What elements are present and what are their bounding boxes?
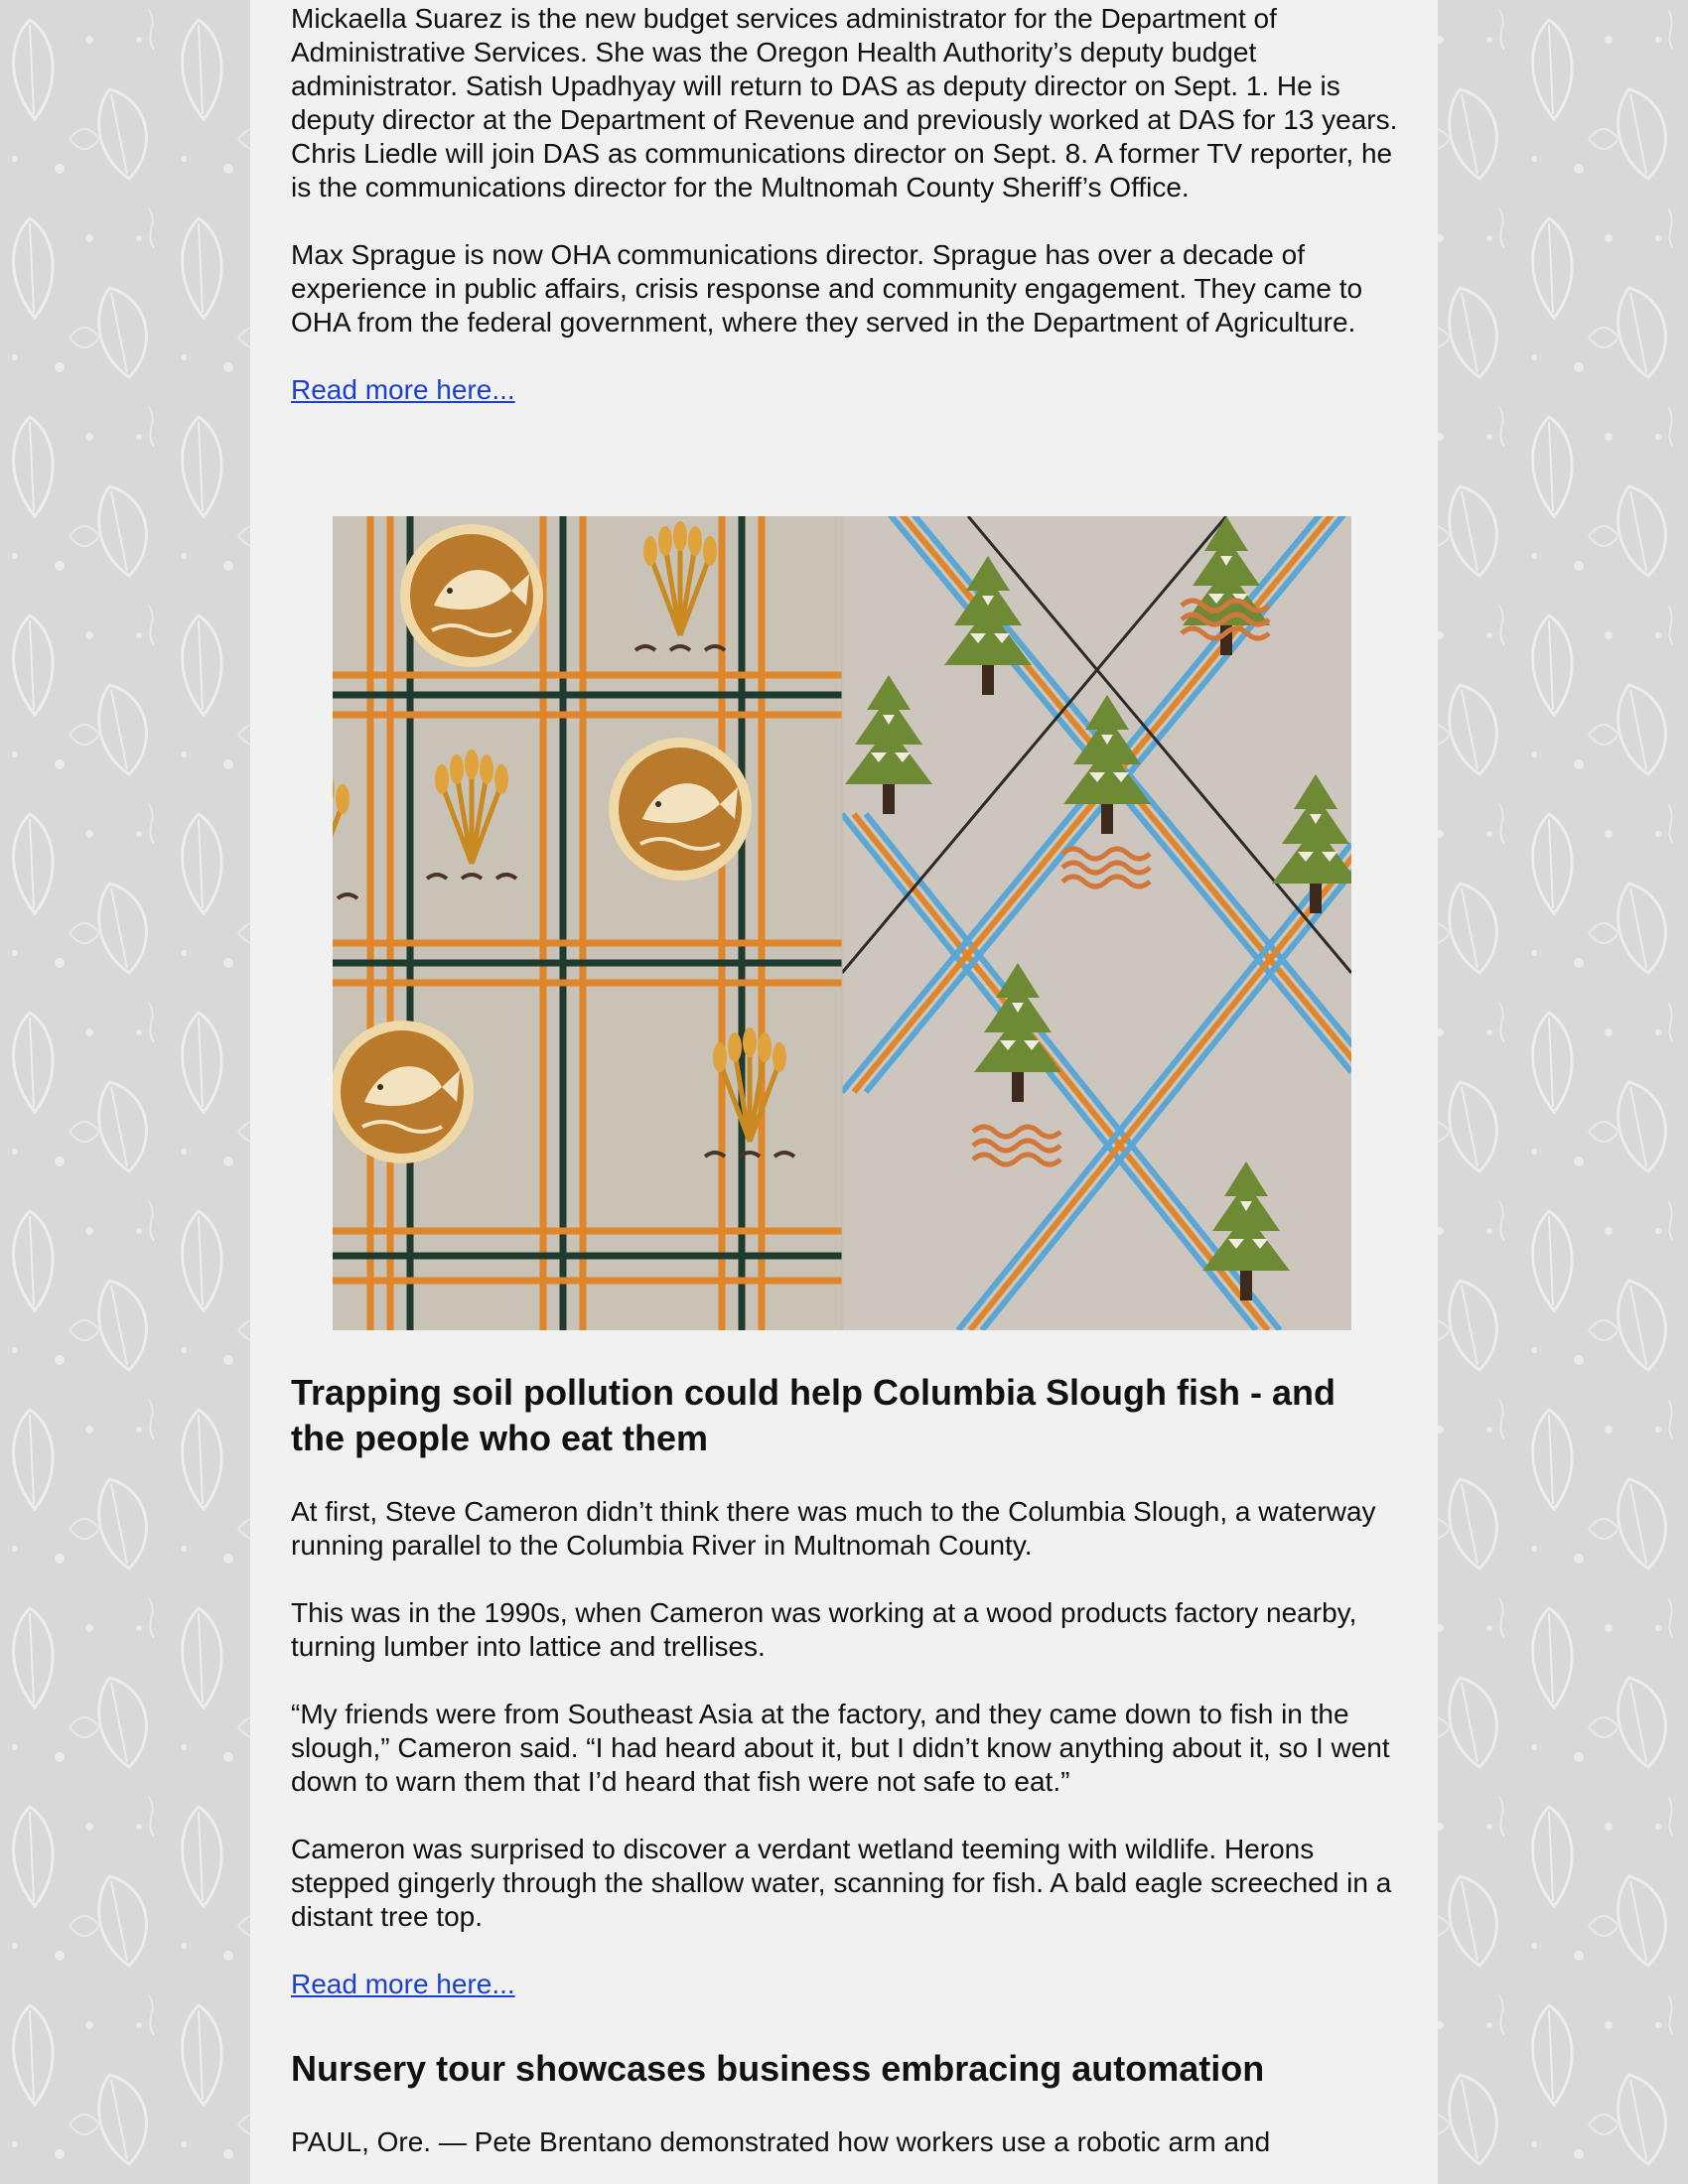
article-lead-paragraph: PAUL, Ore. — Pete Brentano demonstrated how workers use a robotic arm and [291, 2126, 1271, 2157]
article-nursery-tour [291, 2046, 1393, 2159]
article-paragraph: “My friends were from Southeast Asia at the factory, and they came down to fish in the slough,” Cameron said. “I had heard about it, but I didn’t know anything about it, so I went down to warn them that I’d heard that fish were not safe to eat.” [291, 1699, 1390, 1797]
article-paragraph: Cameron was surprised to discover a verdant wetland teeming with wildlife. Herons stepped gingerly through the shallow water, scanning for fish. A bald eagle screeched in a distant tree top. [291, 1834, 1392, 1932]
article-paragraph: This was in the 1990s, when Cameron was working at a wood products factory nearby, turning lumber into lattice and trellises. [291, 1597, 1357, 1662]
intro-paragraph-2: Max Sprague is now OHA communications director. Sprague has over a decade of experience in public affairs, crisis response and community engagement. They came to OHA from the federal government, where they served in the Department of Agriculture. [291, 239, 1363, 338]
read-more-link-2[interactable]: Read more here... [291, 1969, 515, 1999]
read-more-link-1[interactable]: Read more here... [291, 374, 515, 405]
newsletter-content [291, 0, 1413, 2184]
article-paragraph: At first, Steve Cameron didn’t think there was much to the Columbia Slough, a waterway running parallel to the Columbia River in Multnomah County. [291, 1496, 1376, 1561]
carpet-photo [333, 516, 1351, 1330]
intro-paragraph-1: Mickaella Suarez is the new budget services administrator for the Department of Administrative Services. She was the Oregon Health Authority’s deputy budget administrator. Satish Upadhyay will return to DAS as deputy director on Sept. 1. He is deputy director at the Department of Revenue and previously worked at DAS for 13 years. Chris Liedle will join DAS as communications director on Sept. 8. A former TV reporter, he is the communications director for the Multnomah County Sheriff’s Office. [291, 3, 1398, 203]
article-columbia-slough [291, 1370, 1393, 2001]
article-title-columbia-slough: Trapping soil pollution could help Columbia Slough fish - and the people who eat them [291, 1372, 1336, 1458]
article-title-nursery-tour: Nursery tour showcases business embracing automation [291, 2048, 1265, 2089]
